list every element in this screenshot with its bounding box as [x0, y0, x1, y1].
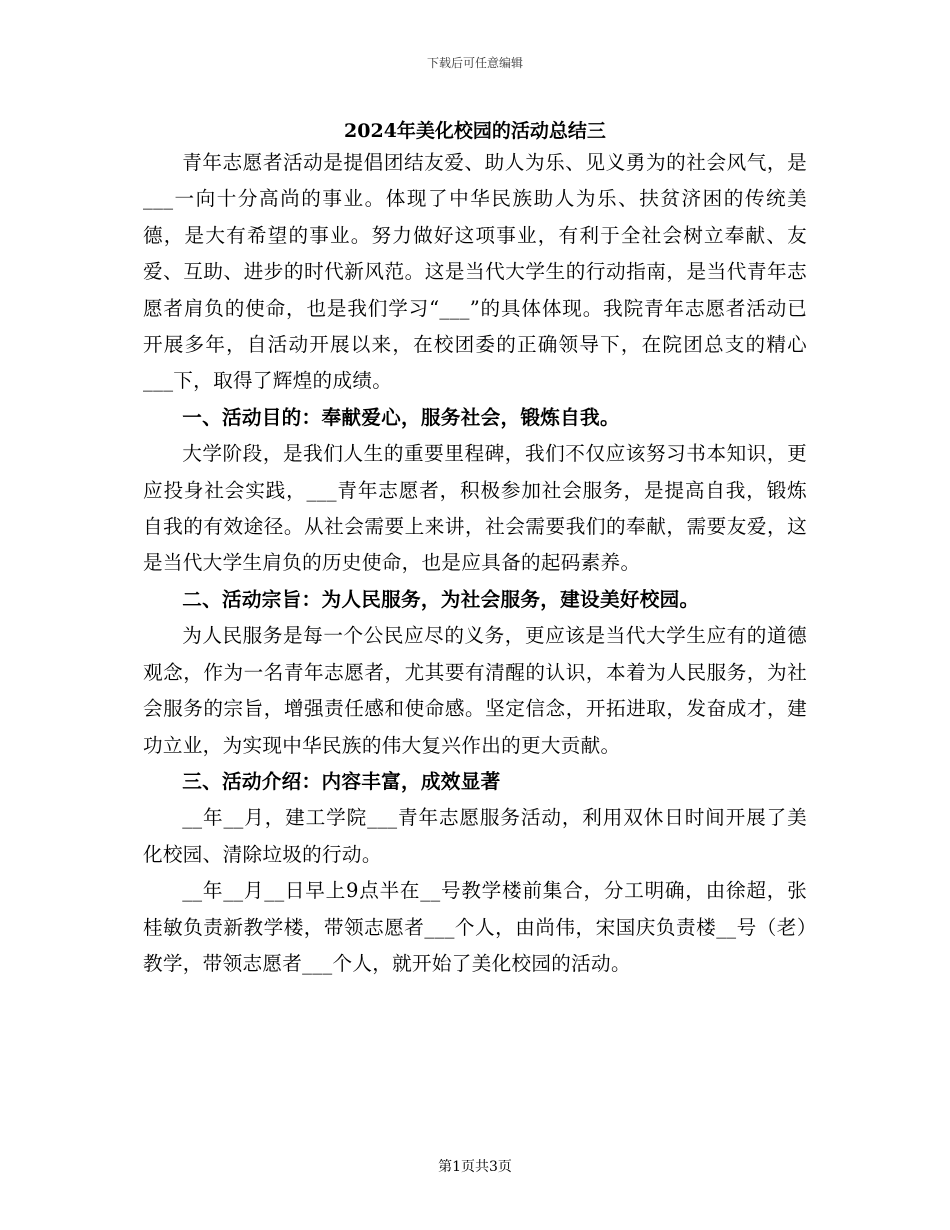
section-heading-introduction: 三、活动介绍：内容丰富，成效显著 — [182, 769, 501, 793]
document-body — [143, 145, 807, 982]
paragraph-introduction-2: __年__月__日早上9点半在__号教学楼前集合，分工明确，由徐超，张桂敏负责新教学楼，带领志愿者___个人，由尚伟，宋国庆负责楼__号（老）教学，带领志愿者___个人，就开始了美化校园的活动。 — [143, 879, 807, 975]
paragraph-introduction-1: __年__月，建工学院___青年志愿服务活动，利用双休日时间开展了美化校园、清除垃圾的行动。 — [143, 806, 807, 866]
section-heading-tenet: 二、活动宗旨：为人民服务，为社会服务，建设美好校园。 — [182, 587, 700, 611]
document-title: 2024年美化校园的活动总结三 — [344, 120, 606, 142]
page-number: 第1页共3页 — [438, 1159, 512, 1175]
paragraph-purpose: 大学阶段，是我们人生的重要里程碑，我们不仅应该努习书本知识，更应投身社会实践，___青年志愿者，积极参加社会服务，是提高自我，锻炼自我的有效途径。从社会需要上来讲，社会需要我们的奉献，需要友爱，这是当代大学生肩负的历史使命，也是应具备的起码素养。 — [143, 442, 807, 575]
paragraph-tenet: 为人民服务是每一个公民应尽的义务，更应该是当代大学生应有的道德观念，作为一名青年志愿者，尤其要有清醒的认识，本着为人民服务，为社会服务的宗旨，增强责任感和使命感。坚定信念，开拓进取，发奋成才，建功立业，为实现中华民族的伟大复兴作出的更大贡献。 — [143, 624, 807, 757]
section-heading-purpose: 一、活动目的：奉献爱心，服务社会，锻炼自我。 — [182, 405, 620, 429]
paragraph-intro: 青年志愿者活动是提倡团结友爱、助人为乐、见义勇为的社会风气，是___一向十分高尚的事业。体现了中华民族助人为乐、扶贫济困的传统美德，是大有希望的事业。努力做好这项事业，有利于全社会树立奉献、友爱、互助、进步的时代新风范。这是当代大学生的行动指南，是当代青年志愿者肩负的使命，也是我们学习“___”的具体体现。我院青年志愿者活动已开展多年，自活动开展以来，在校团委的正确领导下，在院团总支的精心___下，取得了辉煌的成绩。 — [143, 151, 807, 393]
header-note: 下载后可任意编辑 — [426, 56, 523, 70]
